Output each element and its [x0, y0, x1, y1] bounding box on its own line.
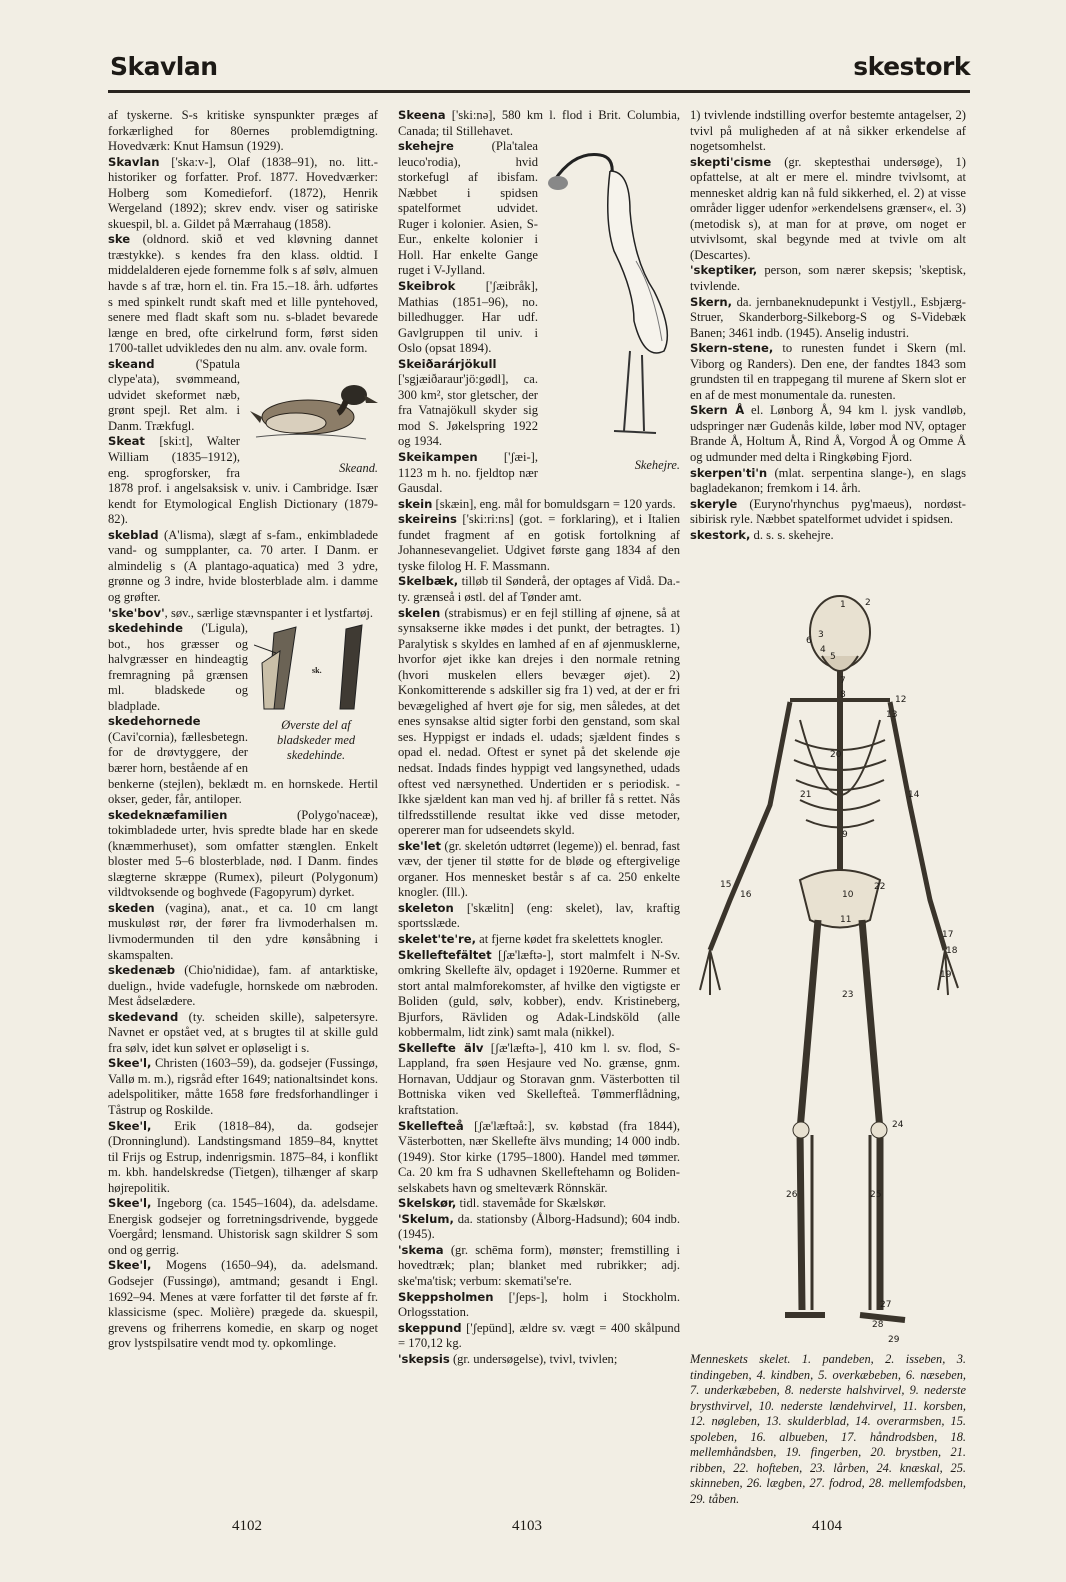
- skeleton-caption: Menneskets skelet. 1. pandeben, 2. isseben, 3. tindingeben, 4. kindben, 5. overkæbeben, 6. næseben, 7. underkæbeben, 8. nederste halshvirvel, 9. nederste brysthvirvel, 10. nederste lændehvirvel, 11. korsben, 12. nøgleben, 13. skulderblad, 14. overarmsben, 15. spoleben, 16. albueben, 17. håndrodsben, 18. mellemhåndsben, 19. fingerben, 20. brystben, 21. ribben, 22. hofteben, 23. lårben, 24. knæskal, 25. skinneben, 26. lægben, 27. fodrod, 28. mellemfodsben, 29. tåben.: [690, 1352, 966, 1506]
- entry: [690, 263, 966, 294]
- entry: [398, 1352, 680, 1368]
- entry-headword: Skellefte älv: [398, 1040, 484, 1055]
- skeleton-label: 20: [830, 750, 842, 760]
- entry: [108, 901, 378, 963]
- entry-headword: ske'let: [398, 838, 442, 853]
- figure-caption: Skehejre.: [634, 457, 680, 472]
- duck-illustration: [246, 361, 378, 457]
- entry: [398, 1196, 680, 1212]
- entry-headword: Skelbæk,: [398, 574, 459, 589]
- entry-headword: skein: [398, 496, 433, 511]
- entry: [398, 606, 680, 839]
- entry-headword: Skavlan: [108, 154, 160, 169]
- skeleton-label: 18: [946, 946, 958, 956]
- entry: [108, 808, 378, 901]
- entry-headword: skedenæb: [108, 963, 176, 978]
- figure-duck: [246, 361, 378, 479]
- entry-body: (Cavi'cornia), fællesbetegn. for de drøvtyggere, der bærer horn, bestående af en benkerne (stejlen), beklædt m. en hornskede. Hertil okser, geder, får, antiloper.: [108, 729, 378, 807]
- entry-headword: Skeibrok: [398, 279, 456, 294]
- entry-body: (vagina), anat., et ca. 10 cm langt muskuløst rør, der fører fra livmoderhalsen m. livmodermunden til den ydre kønsåbning i skamspalten.: [108, 900, 378, 962]
- entry-body: to runesten fundet i Skern (ml. Viborg og Randers). Den ene, der fandtes 1843 som grundsten til en trappegang til murene af Skern slot er en af de mest monumentale da. runesten.: [690, 341, 966, 402]
- entry-headword: skeleton: [398, 900, 454, 915]
- spoonbill-illustration: [544, 141, 680, 453]
- entry: [108, 606, 378, 622]
- entry-headword: ske: [108, 232, 131, 247]
- entry-body: Christen (1603–59), da. godsejer (Fussingø, Vallø m. m.), rigsråd efter 1649; nationaltsindet kons. adelspolitiker, måtte 1658 føre fredsforhandlinger i Tåstrup og Roskilde.: [108, 1056, 378, 1117]
- entry-body: (Polygo'naceæ), tokimbladede urter, hvis spredte blade har en skede (knæmmerhuset), som omfatter stænglen. Enkelt bloster med 5–6 blosterblade, nød. I Danm. findes slægterne skræppe (Rumex), pileurt (Polygonum) vildtvoksende og boghvede (Fagopyrum) dyrket.: [108, 807, 378, 900]
- entry-body: (gr. undersøgelse), tvivl, tvivlen;: [449, 1351, 618, 1366]
- entry: [398, 1321, 680, 1352]
- skeleton-label: 11: [840, 915, 852, 925]
- skeleton-label: 1: [840, 600, 846, 610]
- entry-headword: Skeiðarárjökull: [398, 356, 497, 371]
- entry: [398, 932, 680, 948]
- entry-headword: skedeknæfamilien: [108, 807, 228, 822]
- skeleton-label: 10: [842, 890, 854, 900]
- figure-leaf-sheath: [254, 623, 378, 773]
- entry-body: Mogens (1650–94), da. adelsmand. Godsejer (Fussingø), amtmand; gesandt i Engl. 1692–94. Menes at være forfatter til det første af fr. klassicisme (spec. Molière) prægede da. skuespil, grevens og friherrens komedie, en skarp og noget grov lystspilsatire vendt mod ty. opkomlinge.: [108, 1258, 378, 1351]
- entry-headword: 'skeptiker,: [690, 263, 758, 278]
- skeleton-label: 15: [720, 880, 732, 890]
- entry: [108, 1010, 378, 1057]
- skeleton-label: 29: [888, 1335, 900, 1345]
- entry: [398, 901, 680, 932]
- entry: [398, 1119, 680, 1197]
- skeleton-label: 19: [940, 970, 952, 980]
- entry: [398, 1212, 680, 1243]
- entry-body: [ski:t], Walter William (1835–1912), eng. sprogforsker, fra 1878 prof. i angelsaksisk v. univ. i Cambridge. Især kendt for Etymological English Dictionary (1879-82).: [108, 434, 378, 527]
- entry: [690, 108, 966, 155]
- skeleton-label: 13: [886, 710, 898, 720]
- entry: [108, 155, 378, 233]
- entry: [690, 497, 966, 528]
- skeleton-label: 3: [818, 630, 824, 640]
- entry: [108, 108, 378, 155]
- entry-body: tilløb til Sønderå, der optages af Vidå. Da.-ty. grænseå i østl. del af Tønder amt.: [398, 574, 680, 604]
- entry-body: [ʃæ'læftə-], stort malmfelt i N-Sv. omkring Skellefte älv, opdaget i 1920erne. Rummer et stort antal malmforekomster, af hvilke den vigtigste er Boliden (guld, sølv, kobber), endv. Kristineberg, Bjurfors, Rävliden og Adak-Lindsköld (alle kobbermalm, lidt zink) samt mala (nikkel).: [398, 947, 680, 1040]
- entry-body: tidl. stavemåde for Skælskør.: [456, 1196, 607, 1211]
- entry-headword: 'skepsis: [398, 1351, 450, 1366]
- page-number: 4103: [512, 1518, 542, 1534]
- entry-body: (strabismus) er en fejl stilling af øjnene, så at synsakserne ikke mødes i det punkt, der betragtes. 1) Paralytisk s skyldes en lamhed af en af øjenmusklerne, hvorfor øjet ikke kan drejes i den normale retning (hvori muskelen ellers bevæger øjet). 2) Konkomitterende s adskiller sig fra 1) ved, at der er fri bevægelighed af hvert øje for sig, men således, at det enes synsakse altid sigter forbi den genstand, som skal ses. Hyppigst er indads el. udads; sjældent findes s opad el. nedad. Oftest er synet på det skelende øje nedsat. Indads findes hyppigt ved langsynethed, udads oftest ved nærsynethed. Undertiden er s periodisk. - Ikke sjældent kan man ved hj. af briller få s rettet. Nås tilfredsstillende resultat ikke ved disse metoder, opererer man for udseendets skyld.: [398, 605, 680, 838]
- entry-body: (gr. skeptesthai undersøge), 1) opfattelse, at alt er mere el. mindre tvivlsomt, at mennesket aldrig kan nå fuld sikkerhed, el. 2) at visse områder ligger udenfor »erkendelsens grænser«, el. 3) (metodisk s), at man for at prøve, om noget er utvivlsomt, skal begynde med at tvivle om alt (Descartes).: [690, 154, 966, 262]
- skeleton-label: 5: [830, 652, 836, 662]
- skeleton-label: 17: [942, 930, 954, 940]
- skeleton-label: 22: [874, 882, 886, 892]
- entry: [108, 232, 378, 356]
- entry-body: ['ʃepünd], ældre sv. vægt = 400 skålpund = 170,12 kg.: [398, 1320, 680, 1351]
- entry-body: at fjerne kødet fra skelettets knogler.: [476, 931, 664, 946]
- entry-body: [skæin], eng. mål for bomuldsgarn = 120 yards.: [432, 496, 676, 511]
- entry: [690, 466, 966, 497]
- entry: [690, 528, 966, 544]
- figure-spoonbill: [544, 141, 680, 471]
- entry-headword: skeblad: [108, 527, 159, 542]
- entry-body: da. jernbaneknudepunkt i Vestjyll., Esbjærg-Struer, Skanderborg-Silkeborg-S og S-Videbæk Banen; 3461 indb. (1945). Anselig industri.: [690, 294, 966, 340]
- entry-headword: Skeena: [398, 108, 446, 122]
- entry: [398, 839, 680, 901]
- entry-headword: Skeppsholmen: [398, 1289, 494, 1304]
- entry-headword: skeppund: [398, 1320, 462, 1335]
- entry-headword: skestork,: [690, 527, 751, 542]
- entry-headword: skerpen'ti'n: [690, 465, 768, 480]
- entry: [398, 948, 680, 1041]
- entry-body: [ʃæ'læftə-], 410 km l. sv. flod, S-Lappland, fra søen Hesjaure ved No. grænse, gnm. Hornavan, Uddjaur og Storavan gnm. Västerbotten til Bottniska viken ved Skellefteå. Tømmerflådning, kraftstation.: [398, 1040, 680, 1117]
- entry-body: ['ski:nə], 580 km l. flod i Brit. Columbia, Canada; til Stillehavet.: [398, 108, 680, 138]
- entry-headword: skeden: [108, 900, 155, 915]
- running-head-right: skestork: [853, 52, 970, 81]
- entry-body: ['ʃeps-], holm i Stockholm. Orlogsstation.: [398, 1289, 680, 1320]
- entry-body: (gr. skeletón udtørret (legeme)) el. benrad, fast væv, der tjener til støtte for de bløde og eftergivelige organer. Hos mennesket består s af ca. 250 enkelte knogler. (Ill.).: [398, 838, 680, 900]
- entry-body: af tyskerne. S-s kritiske synspunkter præges af forkærlighed for 80ernes problemdigtning. Hovedværk: Knut Hamsun (1929).: [108, 108, 378, 154]
- entry-headword: Skeikampen: [398, 450, 478, 465]
- entry: [398, 512, 680, 574]
- skeleton-label: 28: [872, 1320, 884, 1330]
- entry-body: 1) tvivlende indstilling overfor bestemte antagelser, 2) tvivl på muligheden af at nå sikker erkendelse af nogetsomhelst.: [690, 108, 966, 154]
- entry-headword: Skern,: [690, 294, 732, 309]
- skeleton-label: 23: [842, 990, 854, 1000]
- entry-headword: skeand: [108, 356, 155, 371]
- entry-headword: skepti'cisme: [690, 154, 772, 169]
- entry-body: (ty. scheiden skille), salpetersyre. Navnet er opstået ved, at s brugtes til at skille guld fra sølv, idet kun sølvet er opløseligt i s.: [108, 1009, 378, 1055]
- entry-headword: Skellefteå: [398, 1118, 464, 1133]
- skeleton-label: 21: [800, 790, 812, 800]
- entry-body: da. stationsby (Ålborg-Hadsund); 604 indb. (1945).: [398, 1211, 680, 1242]
- entry-body: [ʃæ'læftəå:], sv. købstad (fra 1844), Västerbotten, nær Skellefte älvs munding; 14 000 indb. (1949). Stor kirke (1795–1800). Handel med tømmer. Ca. 20 km fra S udhavnen Skelleftehamn og Boliden-selskabets havn og smelteværk Rönnskär.: [398, 1118, 680, 1195]
- entry-body: ['sgjæiðaraur'jö:gødl], ca. 300 km², stor gletscher, der fra Vatnajökull skyder sig mod S. Jøkelspring 1922 og 1934.: [398, 372, 538, 449]
- leaf-label: sk.: [312, 666, 322, 676]
- entry-headword: skelen: [398, 605, 441, 620]
- entry-body: (A'lisma), slægt af s-fam., enkimbladede vand- og sumpplanter, ca. 70 arter. I Danm. er almindelig s (A plantago-aquatica) med 3 ydre, grønne og 3 indre, hvide blosterblade alm. i damme og grøfter.: [108, 527, 378, 604]
- entry: [108, 1056, 378, 1118]
- entry-headword: 'Skelum,: [398, 1211, 454, 1226]
- figure-caption: Øverste del af bladskeder med skedehinde.: [276, 717, 356, 762]
- entry-headword: skehejre: [398, 139, 454, 154]
- running-head-left: Skavlan: [110, 52, 218, 81]
- entry: [398, 497, 680, 513]
- skeleton-label: 27: [880, 1300, 892, 1310]
- entry-body: , søv., særlige stævnspanter i et lystfartøj.: [164, 605, 373, 620]
- entry-body: d. s. s. skehejre.: [750, 527, 834, 542]
- entry-headword: Skelskør,: [398, 1196, 457, 1211]
- entry-headword: Skeat: [108, 434, 145, 449]
- skeleton-illustration: [690, 590, 966, 1350]
- skeleton-label: 24: [892, 1120, 904, 1130]
- entry-headword: skelet'te're,: [398, 931, 477, 946]
- page-number: 4102: [232, 1518, 262, 1534]
- entry: [108, 528, 378, 606]
- skeleton-label: 12: [895, 695, 907, 705]
- entry-body: (Euryno'rhynchus pyg'maeus), nordøst-sibirisk ryle. Næbbet spatelformet udvidet i spidsen.: [690, 496, 966, 527]
- entry-headword: Skee'l,: [108, 1118, 152, 1133]
- skeleton-label: 26: [786, 1190, 798, 1200]
- entry-body: (mlat. serpentina slange-), en slags bagladekanon; fremkom i 14. årh.: [690, 465, 966, 496]
- entry-body: (Pla'talea leuco'rodia), hvid storkefugl af ibisfam. Næbbet i spidsen spatelformet udvidet. Ruger i kolonier. Asien, S-Eur., enkelte kolonier i Holl. Har enkelte Gange ruget i V-Jylland.: [398, 139, 538, 278]
- entry-body: ['ski:ri:ns] (got. = forklaring), et i Italien fundet fragment af en gotisk fortolkning af Johannesevangeliet. Udgivet første gang 1834 af den tyske filolog H. F. Massmann.: [398, 512, 680, 573]
- entry: [690, 403, 966, 465]
- entry: [108, 1119, 378, 1197]
- entry-body: el. Lønborg Å, 94 km l. jysk vandløb, udspringer nær Gudenås kilde, løber mod NV, optager Brande Å, Holtum Å, Rind Å, Vorgod Å og Omme Å og udmunder med delta i Ringkøbing Fjord.: [690, 403, 966, 465]
- skeleton-label: 25: [870, 1190, 882, 1200]
- entry-body: Ingeborg (ca. 1545–1604), da. adelsdame. Energisk godsejer og forretningsdrivende, byggede Voergård; lensmand. Uhistorisk sagn skildrer S som ond og gerrig.: [108, 1196, 378, 1257]
- entry-headword: Skern-stene,: [690, 341, 774, 356]
- skeleton-label: 4: [820, 645, 826, 655]
- entry-headword: skeireins: [398, 512, 457, 527]
- entry: [398, 1041, 680, 1119]
- entry-headword: Skee'l,: [108, 1258, 152, 1273]
- entry-headword: Skern Å: [690, 403, 745, 418]
- skeleton-label: 16: [740, 890, 752, 900]
- skeleton-label: 6: [806, 636, 812, 646]
- entry-body: ('Spatula clype'ata), svømmeand, udvidet skeformet næb, grønt spejl. Ret alm. i Danm. Trækfugl.: [108, 356, 240, 433]
- entry: [690, 341, 966, 403]
- entry-body: (Chio'nididae), fam. af antarktiske, duelign., hvide vadefugle, hornskede om næbroden. Mest ådselædere.: [108, 963, 378, 1009]
- entry: [398, 1290, 680, 1321]
- entry: [690, 155, 966, 264]
- entry-body: ['ʃæibråk], Mathias (1851–96), no. billedhugger. Har udf. Gavlgruppen til univ. i Oslo (opsat 1894).: [398, 279, 538, 356]
- skeleton-label: 2: [865, 598, 871, 608]
- entry-body: ['ʃæi-], 1123 m h. no. fjeldtop nær Gausdal.: [398, 450, 538, 496]
- entry-body: ('Ligula), bot., hos græsser og halvgræsser en hindeagtig fremragning på grænsen ml. bladskede og bladplade.: [108, 621, 248, 713]
- header-rule: [108, 90, 970, 93]
- entry-headword: 'skema: [398, 1242, 444, 1257]
- entry-headword: skedevand: [108, 1009, 179, 1024]
- entry-body: (gr. schēma form), mønster; fremstilling i hovedtræk; plan; blanket med rubrikker; adj. ske'ma'tisk; verbum: skemati'se're.: [398, 1242, 680, 1289]
- entry-headword: skeryle: [690, 496, 738, 511]
- entry-headword: skedehinde: [108, 621, 183, 636]
- page-number: 4104: [812, 1518, 842, 1534]
- entry: [108, 1196, 378, 1258]
- entry: [398, 1243, 680, 1290]
- entry-body: person, som nærer skepsis; 'skeptisk, tvivlende.: [690, 263, 966, 294]
- entry-body: Erik (1818–84), da. godsejer (Dronninglund). Landstingsmand 1859–84, knyttet til Frijs og Estrup, indenrigsmin. 1875–84, i konflikt m. kbh. handelskredse (Tietgen), tilhænger af skarp højrepolitik.: [108, 1118, 378, 1195]
- entry: [108, 1258, 378, 1351]
- entry: [398, 574, 680, 605]
- skeleton-label: 8: [840, 690, 846, 700]
- entry-body: ['ska:v-], Olaf (1838–91), no. litt.-historiker og forfatter. Prof. 1877. Hovedværker: Holberg som Komedieforf. (1872), Henrik Wergeland (1892); skrev endv. viser og satiriske skuespil, bl. a. Gildet på Mærrahaug (1858).: [108, 154, 378, 231]
- figure-caption: Skeand.: [339, 461, 378, 476]
- entry-body: (oldnord. skið et ved kløvning dannet træstykke). s kendes fra den klass. oldtid. I middelalderen ejede fornemme folk s af sølv, almuen havde s af træ, horn el. tin. Fra 15.–18. årh. udførtes s med spinkelt rundt skaft med et lille pyntehoved, senere med fladt skaft som nu. s-bladet bevarede længe en bred, ofte cirkelrund form, først siden 1700-tallet udvikledes den nu alm. anv. ovale form.: [108, 232, 378, 356]
- column-3: [690, 108, 966, 543]
- figure-skeleton: [690, 590, 966, 1350]
- entry: [690, 295, 966, 342]
- skeleton-label: 9: [842, 830, 848, 840]
- entry-headword: 'ske'bov': [108, 605, 165, 620]
- entry-headword: Skee'l,: [108, 1056, 152, 1071]
- entry: [108, 963, 378, 1010]
- entry-headword: Skee'l,: [108, 1196, 152, 1211]
- entry-body: ['skælitn] (eng: skelet), lav, kraftig sportsslæde.: [398, 900, 680, 931]
- column-2: [398, 108, 680, 1367]
- entry-headword: skedehornede: [108, 714, 201, 729]
- skeleton-label: 14: [908, 790, 920, 800]
- entry: [398, 108, 680, 139]
- entry-headword: Skelleftefältet: [398, 947, 492, 962]
- column-1: [108, 108, 378, 1352]
- skeleton-label: 7: [840, 676, 846, 686]
